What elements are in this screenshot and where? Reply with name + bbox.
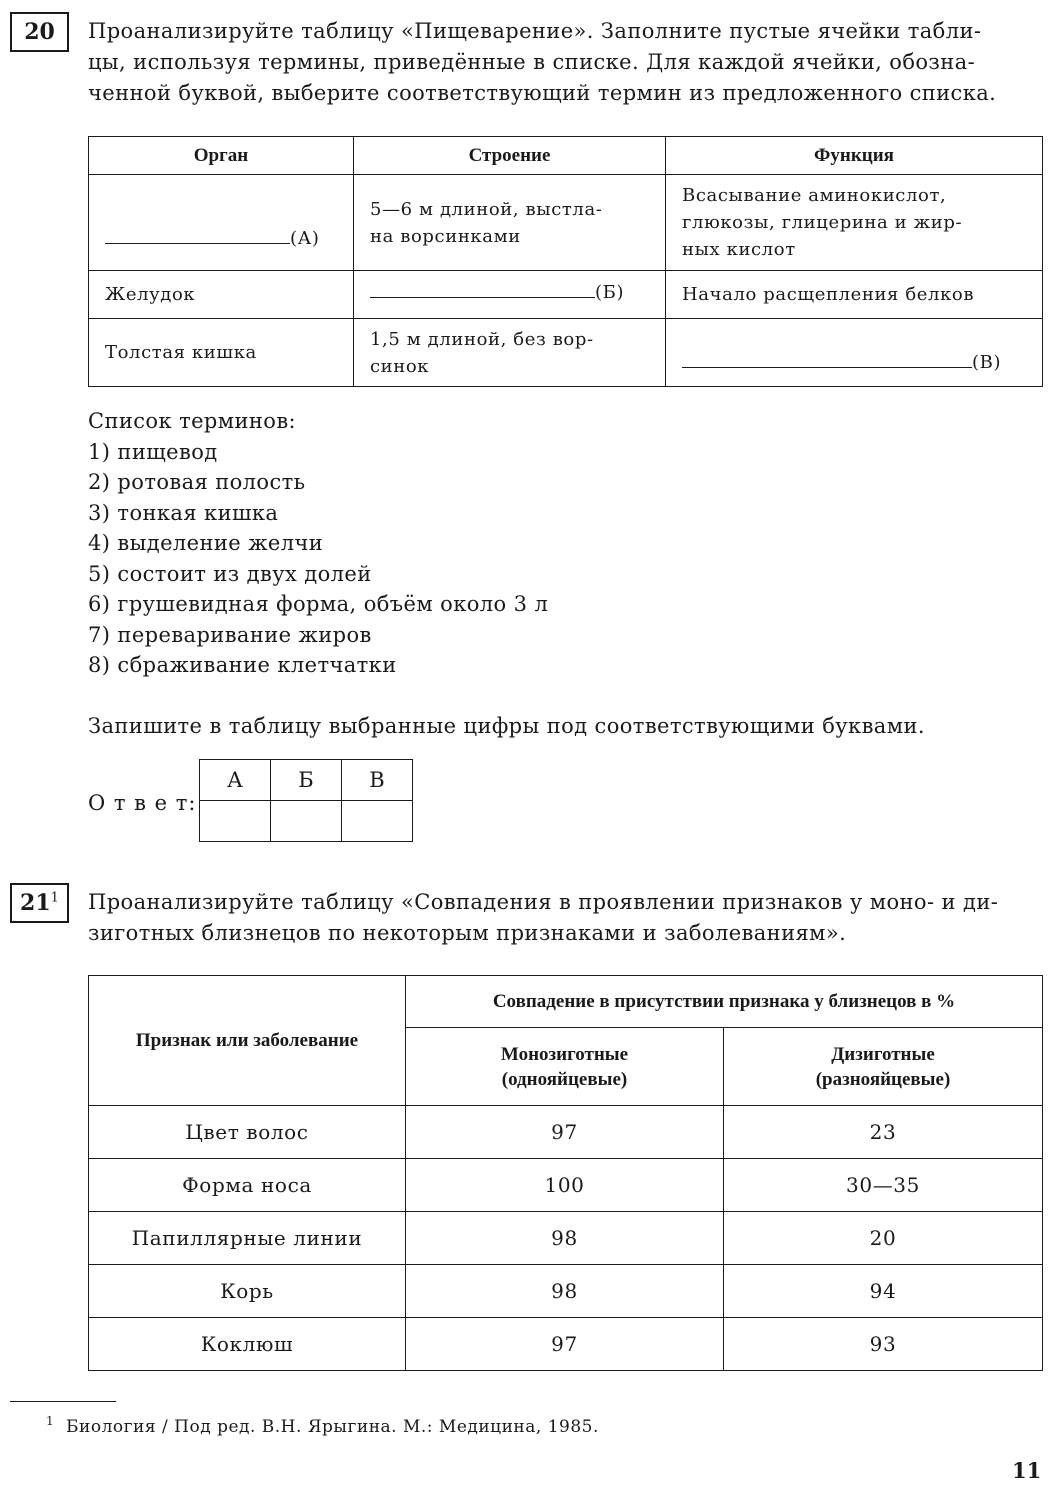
mono-cell: 98 [406, 1212, 724, 1265]
answer-letter-v: В [342, 760, 413, 801]
footnote-text: Биология / Под ред. В.Н. Ярыгина. М.: Медицина, 1985. [66, 1416, 599, 1437]
digestion-table [88, 136, 1043, 387]
list-item: 4) выделение желчи [88, 531, 324, 555]
di-cell: 30—35 [724, 1159, 1043, 1212]
di-cell: 94 [724, 1265, 1043, 1318]
task-20-instruction: Запишите в таблицу выбранные цифры под соответствующими буквами. [88, 714, 925, 738]
list-item: 7) переваривание жиров [88, 622, 372, 647]
mono-cell: 97 [406, 1106, 724, 1159]
header-feature: Признак или заболевание [89, 976, 406, 1106]
blank-line [370, 279, 595, 298]
cell-structure-b [354, 271, 666, 319]
structure-line: синок [370, 355, 430, 377]
footnote [46, 1414, 599, 1437]
list-item: 2) ротовая полость [88, 470, 306, 494]
task-21-number [10, 883, 69, 923]
task-20-text-line: цы, используя термины, приведённые в списке. Для каждой ячейки, обозна- [88, 50, 976, 74]
footnote-mark: 1 [46, 1414, 55, 1428]
letter-v: (В) [972, 352, 1002, 373]
structure-line: 5—6 м длиной, выстла- [370, 198, 603, 220]
cell-organ-2: Желудок [89, 271, 354, 319]
task-21-footnote-mark: 1 [50, 890, 59, 906]
table-row [89, 1265, 1043, 1318]
di-cell: 93 [724, 1318, 1043, 1371]
list-title: Список терминов: [88, 409, 297, 433]
function-line: глюкозы, глицерина и жир- [682, 212, 963, 233]
feature-cell: Коклюш [89, 1318, 406, 1371]
answer-letter-a: А [200, 760, 271, 801]
header-di-line: (разнояйцевые) [815, 1068, 951, 1090]
mono-cell: 98 [406, 1265, 724, 1318]
task-21-text-line: Проанализируйте таблицу «Совпадения в проявлении признаков у моно- и ди- [88, 890, 999, 914]
answer-table [199, 759, 413, 842]
cell-organ-a [89, 175, 354, 271]
header-mono-line: (однояйцевые) [501, 1068, 628, 1090]
di-cell: 23 [724, 1106, 1043, 1159]
structure-line: на ворсинками [370, 225, 521, 247]
header-mono-line: Монозиготные [500, 1043, 629, 1065]
blank-line [682, 349, 972, 368]
header-mono [406, 1028, 724, 1106]
cell-organ-3: Толстая кишка [89, 319, 354, 387]
header-di [724, 1028, 1043, 1106]
list-item: 5) состоит из двух долей [88, 561, 372, 586]
twins-table [88, 975, 1043, 1371]
answer-label: О т в е т: [88, 791, 197, 815]
function-line: ных кислот [682, 239, 796, 260]
cell-function-2: Начало расщепления белков [666, 271, 1043, 319]
blank-line [105, 225, 290, 244]
task-21-number-text: 21 [20, 890, 51, 916]
list-item: 3) тонкая кишка [88, 500, 279, 525]
function-line: Всасывание аминокислот, [682, 185, 947, 206]
table-row [89, 1212, 1043, 1265]
list-item: 1) пищевод [88, 439, 218, 464]
feature-cell: Форма носа [89, 1159, 406, 1212]
cell-function-v [666, 319, 1043, 387]
task-20-text-line: ченной буквой, выберите соответствующий термин из предложенного списка. [88, 81, 997, 105]
answer-input-b[interactable] [271, 801, 342, 842]
structure-line: 1,5 м длиной, без вор- [370, 328, 594, 350]
header-structure: Строение [354, 137, 666, 175]
letter-b: (Б) [595, 282, 625, 303]
header-function: Функция [666, 137, 1043, 175]
feature-cell: Цвет волос [89, 1106, 406, 1159]
header-organ: Орган [89, 137, 354, 175]
task-20-number: 20 [10, 12, 69, 52]
footnote-rule [10, 1401, 116, 1402]
di-cell: 20 [724, 1212, 1043, 1265]
mono-cell: 97 [406, 1318, 724, 1371]
cell-structure-1 [354, 175, 666, 271]
task-21-text [88, 887, 1048, 949]
list-item: 6) грушевидная форма, объём около 3 л [88, 592, 549, 616]
task-21-text-line: зиготных близнецов по некоторым признаками и заболеваниям». [88, 921, 847, 945]
answer-letter-b: Б [271, 760, 342, 801]
page-number: 11 [1012, 1458, 1042, 1483]
list-item: 8) сбраживание клетчатки [88, 653, 397, 677]
table-row [89, 1159, 1043, 1212]
feature-cell: Папиллярные линии [89, 1212, 406, 1265]
mono-cell: 100 [406, 1159, 724, 1212]
cell-structure-3 [354, 319, 666, 387]
terms-list [88, 406, 548, 681]
task-20-text [88, 16, 1048, 109]
table-row [89, 1106, 1043, 1159]
answer-input-a[interactable] [200, 801, 271, 842]
feature-cell: Корь [89, 1265, 406, 1318]
table-row [89, 1318, 1043, 1371]
cell-function-1 [666, 175, 1043, 271]
header-group: Совпадение в присутствии признака у близнецов в % [406, 976, 1043, 1028]
task-20-text-line: Проанализируйте таблицу «Пищеварение». Заполните пустые ячейки табли- [88, 19, 982, 43]
header-di-line: Дизиготные [831, 1043, 935, 1065]
answer-input-v[interactable] [342, 801, 413, 842]
letter-a: (А) [290, 228, 320, 249]
